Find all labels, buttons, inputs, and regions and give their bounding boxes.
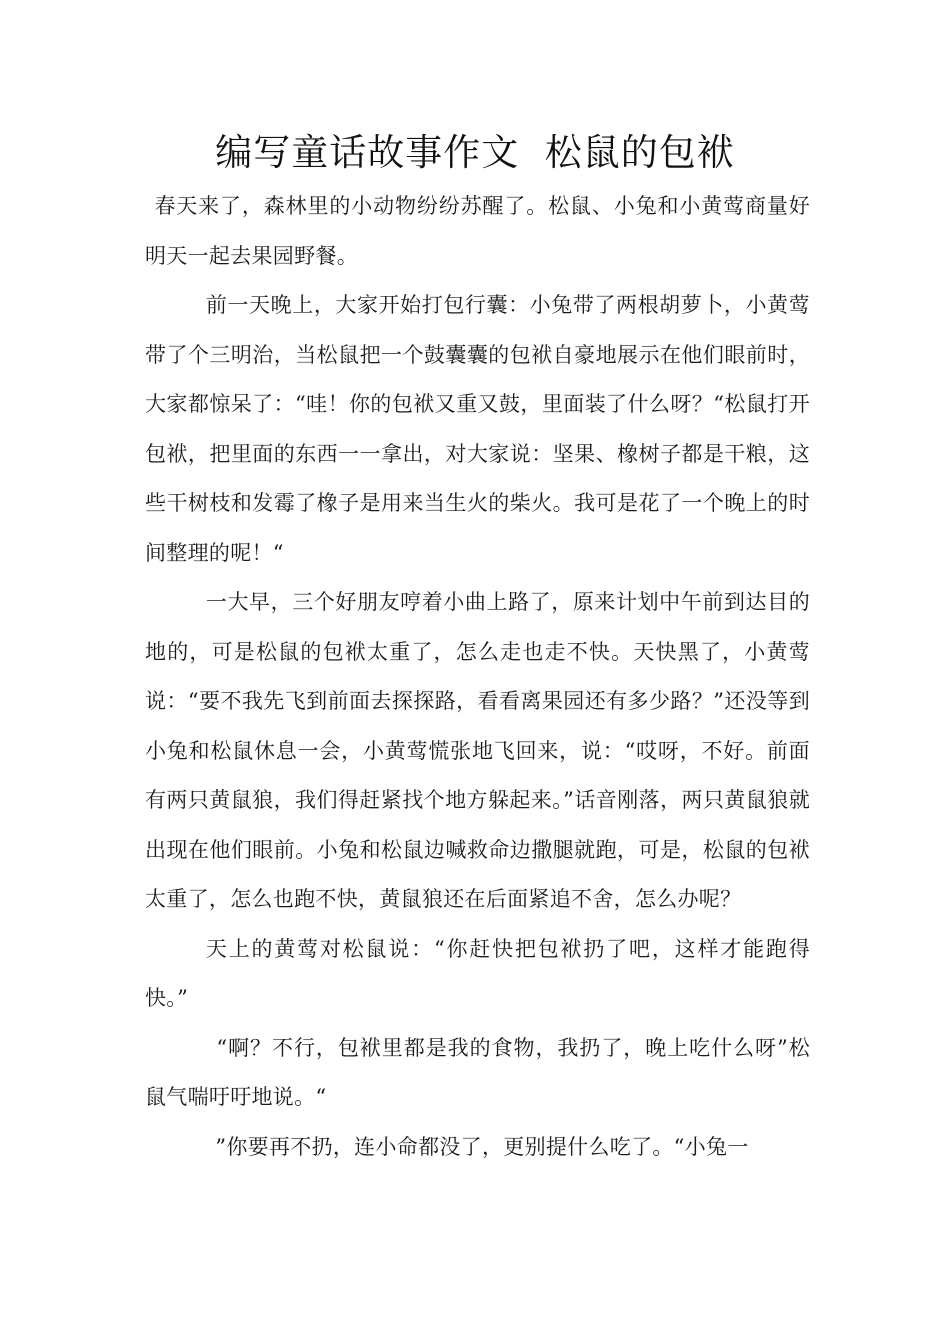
document-title: 编写童话故事作文 松鼠的包袱: [215, 131, 735, 174]
paragraph-4: 天上的黄莺对松鼠说：“你赶快把包袱扔了吧，这样才能跑得快。”: [145, 936, 810, 1010]
paragraph-6: ”你要再不扔，连小命都没了，更别提什么吃了。“小兔一: [215, 1134, 749, 1159]
document-body: [145, 182, 810, 1172]
paragraph-1: 春天来了，森林里的小动物纷纷苏醒了。松鼠、小兔和小黄莺商量好明天一起去果园野餐。: [145, 194, 810, 268]
paragraph-3: 一大早，三个好朋友哼着小曲上路了，原来计划中午前到达目的地的，可是松鼠的包袱太重了，怎么走也走不快。天快黑了，小黄莺说：“要不我先飞到前面去探探路，看看离果园还有多少路？”还没等到小兔和松鼠休息一会，小黄莺慌张地飞回来，说：“哎呀，不好。前面有两只黄鼠狼，我们得赶紧找个地方躲起来。”话音刚落，两只黄鼠狼就出现在他们眼前。小兔和松鼠边喊救命边撒腿就跑，可是，松鼠的包袱太重了，怎么也跑不快，黄鼠狼还在后面紧追不舍，怎么办呢？: [145, 590, 810, 911]
paragraph-2: 前一天晚上，大家开始打包行囊：小兔带了两根胡萝卜，小黄莺带了个三明治，当松鼠把一个鼓囊囊的包袱自豪地展示在他们眼前时，大家都惊呆了：“哇！你的包袱又重又鼓，里面装了什么呀？“松鼠打开包袱，把里面的东西一一拿出，对大家说：坚果、橡树子都是干粮，这些干树枝和发霉了橡子是用来当生火的柴火。我可是花了一个晚上的时间整理的呢！“: [145, 293, 810, 565]
paragraph-5: “啊？不行，包袱里都是我的食物，我扔了，晚上吃什么呀”松鼠气喘吁吁地说。“: [145, 1035, 810, 1109]
